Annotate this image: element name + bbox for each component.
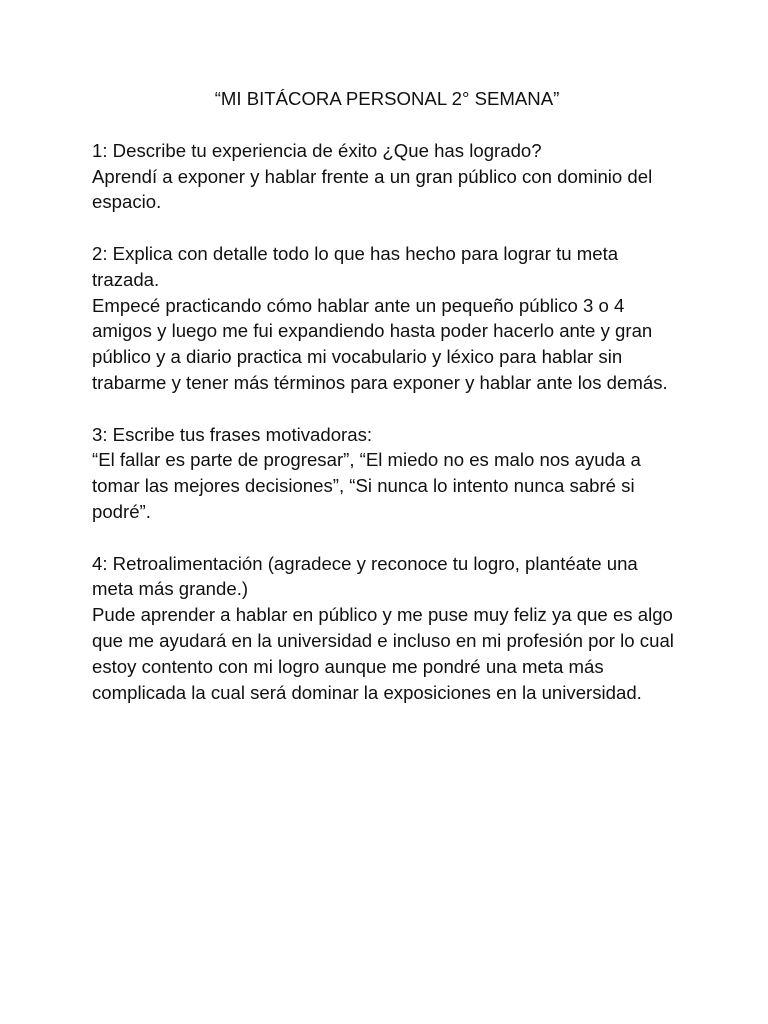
document-body bbox=[92, 86, 682, 731]
section-2-question: 2: Explica con detalle todo lo que has hecho para lograr tu meta trazada. bbox=[92, 242, 619, 290]
section-3-question: 3: Escribe tus frases motivadoras: bbox=[92, 423, 373, 445]
section-1 bbox=[92, 138, 682, 215]
section-2 bbox=[92, 241, 682, 396]
section-1-question: 1: Describe tu experiencia de éxito ¿Que has logrado? bbox=[92, 139, 542, 161]
section-3 bbox=[92, 422, 682, 525]
section-4-answer: Pude aprender a hablar en público y me puse muy feliz ya que es algo que me ayudará en la universidad e incluso en mi profesión por lo cual estoy contento con mi logro aunque me pondré una meta más complicada la cual será dominar la exposiciones en la universidad. bbox=[92, 604, 674, 703]
section-1-answer: Aprendí a exponer y hablar frente a un gran público con dominio del espacio. bbox=[92, 165, 653, 213]
document-title: “MI BITÁCORA PERSONAL 2° SEMANA” bbox=[214, 88, 560, 109]
section-4-question: 4: Retroalimentación (agradece y reconoce tu logro, plantéate una meta más grande.) bbox=[92, 552, 638, 600]
section-3-answer: “El fallar es parte de progresar”, “El miedo no es malo nos ayuda a tomar las mejores decisiones”, “Si nunca lo intento nunca sabré si podré”. bbox=[92, 449, 641, 522]
section-2-answer: Empecé practicando cómo hablar ante un pequeño público 3 o 4 amigos y luego me fui expandiendo hasta poder hacerlo ante y gran público y a diario practica mi vocabulario y léxico para hablar sin trabarme y tener más términos para exponer y hablar ante los demás. bbox=[92, 294, 668, 393]
section-4 bbox=[92, 551, 682, 706]
